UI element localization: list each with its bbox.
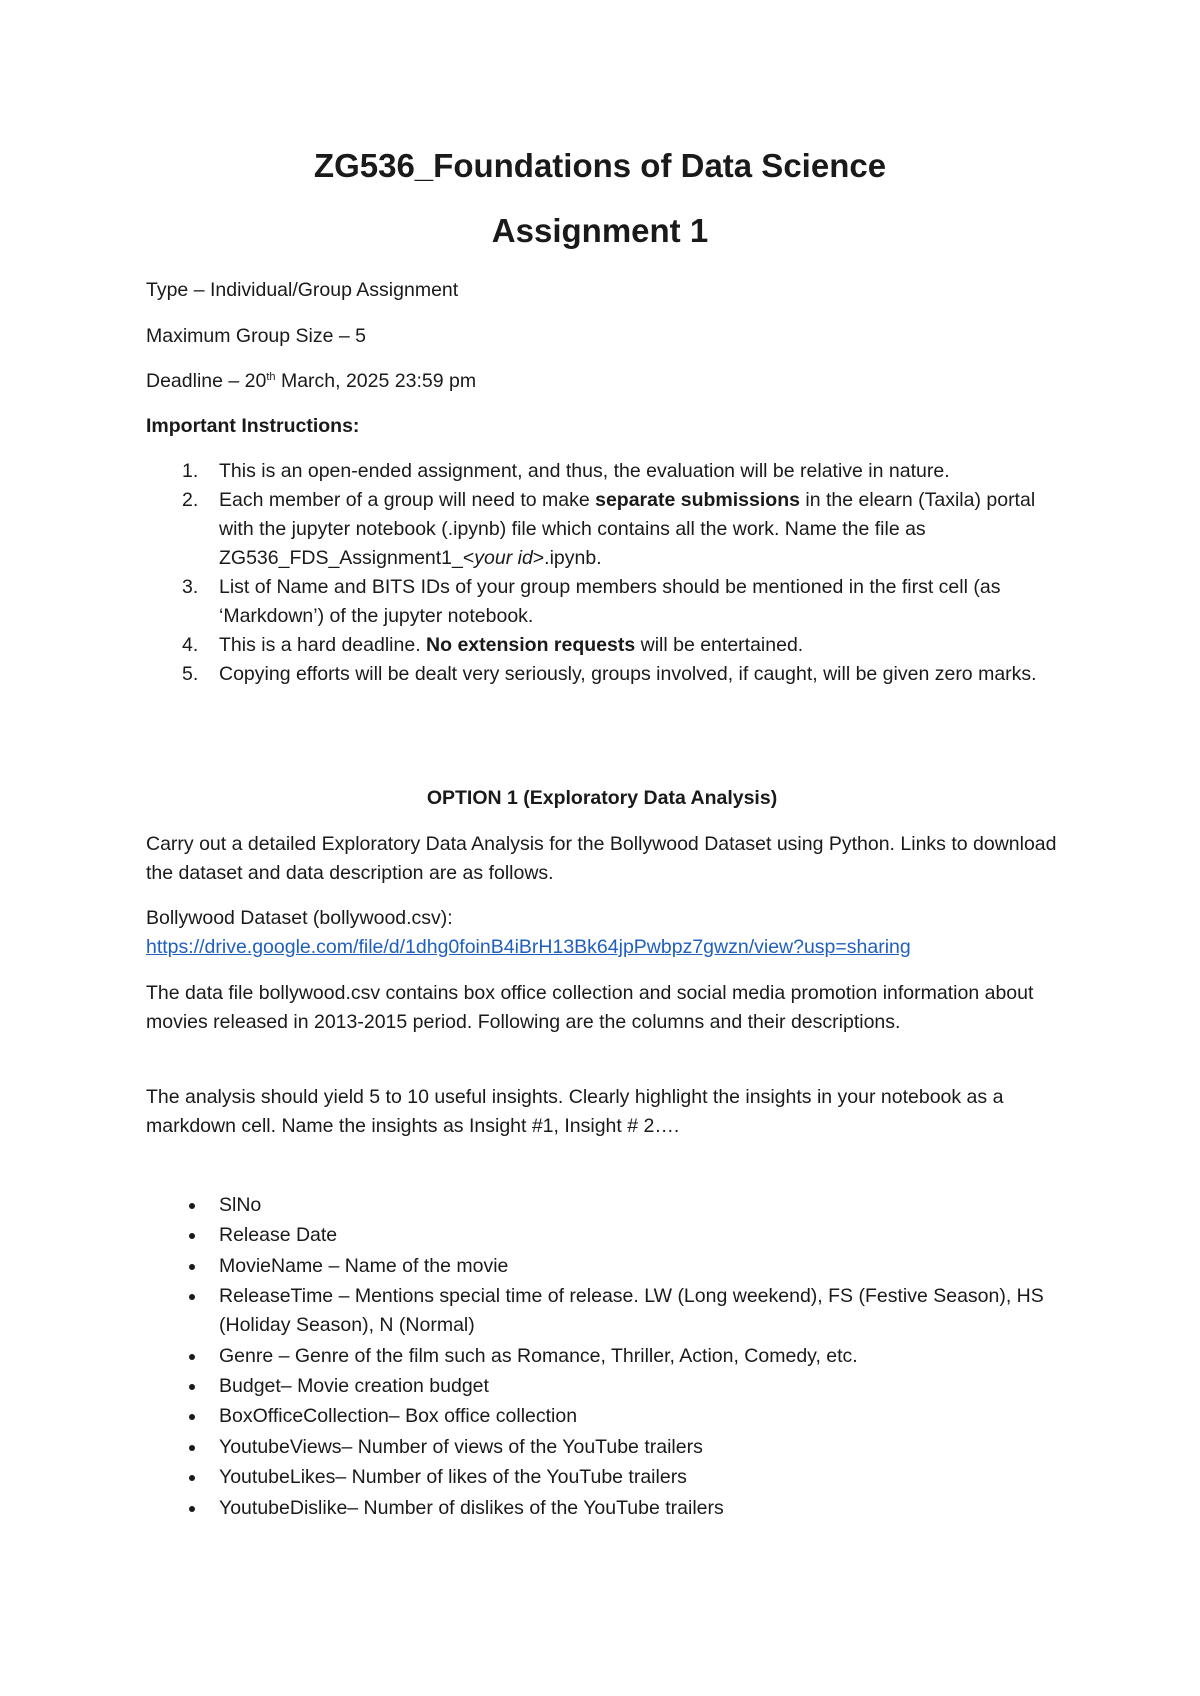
list-item <box>146 1463 1058 1492</box>
list-item <box>146 1402 1058 1431</box>
column-description: Budget– Movie creation budget <box>219 1374 489 1397</box>
deadline-sup: th <box>266 371 276 383</box>
instruction-text: Each member of a group will need to make <box>219 489 596 511</box>
deadline-line <box>146 367 1058 396</box>
list-item <box>146 573 1058 631</box>
dataset-link[interactable]: https://drive.google.com/file/d/1dhg0foinB4iBrH13Bk64jpPwbpz7gwzn/view?usp=sharing <box>146 936 911 958</box>
instruction-text: will be entertained. <box>635 634 804 656</box>
bullet-icon <box>189 1414 195 1420</box>
document-title: ZG536_Foundations of Data Science <box>313 147 887 184</box>
bullet-icon <box>189 1203 195 1209</box>
dataset-link-line <box>146 933 1058 962</box>
list-number: 2. <box>182 489 199 511</box>
column-description: Release Date <box>219 1224 338 1247</box>
list-number: 3. <box>182 576 199 598</box>
option-intro: Carry out a detailed Exploratory Data Analysis for the Bollywood Dataset using Python. Links to download the dataset and data description are as follows. <box>146 833 1057 884</box>
bullet-icon <box>189 1445 195 1451</box>
list-item <box>146 1221 1058 1250</box>
type-line: Type – Individual/Group Assignment <box>146 279 459 301</box>
dataset-label: Bollywood Dataset (bollywood.csv): <box>146 907 453 929</box>
instruction-text: This is a hard deadline. <box>219 634 427 656</box>
list-item <box>146 457 1058 486</box>
list-item <box>146 486 1058 573</box>
instruction-text: in the elearn (Taxila) portal with the jupyter notebook (.ipynb) file which contains all the work. Name the file as ZG536_FDS_Assignment1_< <box>219 489 1036 569</box>
bullet-icon <box>189 1475 195 1481</box>
list-item <box>146 1433 1058 1462</box>
group-size-line: Maximum Group Size – 5 <box>146 325 366 347</box>
list-number: 4. <box>182 634 199 656</box>
data-description: The data file bollywood.csv contains box office collection and social media promotion information about movies released in 2013-2015 period. Following are the columns and their descriptions. <box>146 982 1034 1033</box>
bullet-icon <box>189 1354 195 1360</box>
list-item <box>146 1342 1058 1371</box>
list-item <box>146 660 1058 689</box>
bullet-icon <box>189 1506 195 1512</box>
list-number: 5. <box>182 663 199 685</box>
column-description: Genre – Genre of the film such as Romance, Thriller, Action, Comedy, etc. <box>219 1344 858 1367</box>
instructions-heading-text: Important Instructions: <box>146 415 360 437</box>
column-description: YoutubeLikes– Number of likes of the YouTube trailers <box>219 1466 687 1489</box>
list-item <box>146 1282 1058 1340</box>
list-item <box>146 631 1058 660</box>
deadline-prefix: Deadline – 20 <box>146 370 267 392</box>
instructions-list <box>146 457 1058 689</box>
instruction-text: This is an open-ended assignment, and thus, the evaluation will be relative in nature. <box>219 460 950 482</box>
bullet-icon <box>189 1294 195 1300</box>
column-description: ReleaseTime – Mentions special time of release. LW (Long weekend), FS (Festive Season), HS (Holiday Season), N (Normal) <box>219 1285 1044 1337</box>
instruction-italic: your id <box>474 547 533 569</box>
document-subtitle: Assignment 1 <box>491 212 709 249</box>
list-item <box>146 1494 1058 1523</box>
list-item <box>146 1252 1058 1281</box>
bullet-icon <box>189 1384 195 1390</box>
instruction-text: List of Name and BITS IDs of your group members should be mentioned in the first cell (as ‘Markdown’) of the jupyter notebook. <box>219 576 1001 627</box>
instructions-heading <box>146 412 1058 441</box>
instruction-text: >.ipynb. <box>532 547 602 569</box>
column-description: YoutubeDislike– Number of dislikes of the YouTube trailers <box>219 1496 724 1519</box>
option-heading: OPTION 1 (Exploratory Data Analysis) <box>426 787 778 809</box>
analysis-note: The analysis should yield 5 to 10 useful insights. Clearly highlight the insights in your notebook as a markdown cell. Name the insights as Insight #1, Insight # 2…. <box>146 1086 1004 1137</box>
instruction-text: Copying efforts will be dealt very seriously, groups involved, if caught, will be given zero marks. <box>219 663 1037 685</box>
column-description: BoxOfficeCollection– Box office collection <box>219 1405 578 1428</box>
columns-list <box>146 1191 1058 1524</box>
column-description: YoutubeViews– Number of views of the YouTube trailers <box>219 1435 703 1458</box>
instruction-bold: No extension requests <box>426 634 636 656</box>
bullet-icon <box>189 1264 195 1270</box>
column-description: MovieName – Name of the movie <box>219 1254 509 1277</box>
instruction-bold: separate submissions <box>595 489 800 511</box>
deadline-suffix: March, 2025 23:59 pm <box>275 370 477 392</box>
bullet-icon <box>189 1233 195 1239</box>
list-item <box>146 1372 1058 1401</box>
list-number: 1. <box>182 460 199 482</box>
column-description: SlNo <box>219 1194 262 1216</box>
list-item <box>146 1191 1058 1220</box>
